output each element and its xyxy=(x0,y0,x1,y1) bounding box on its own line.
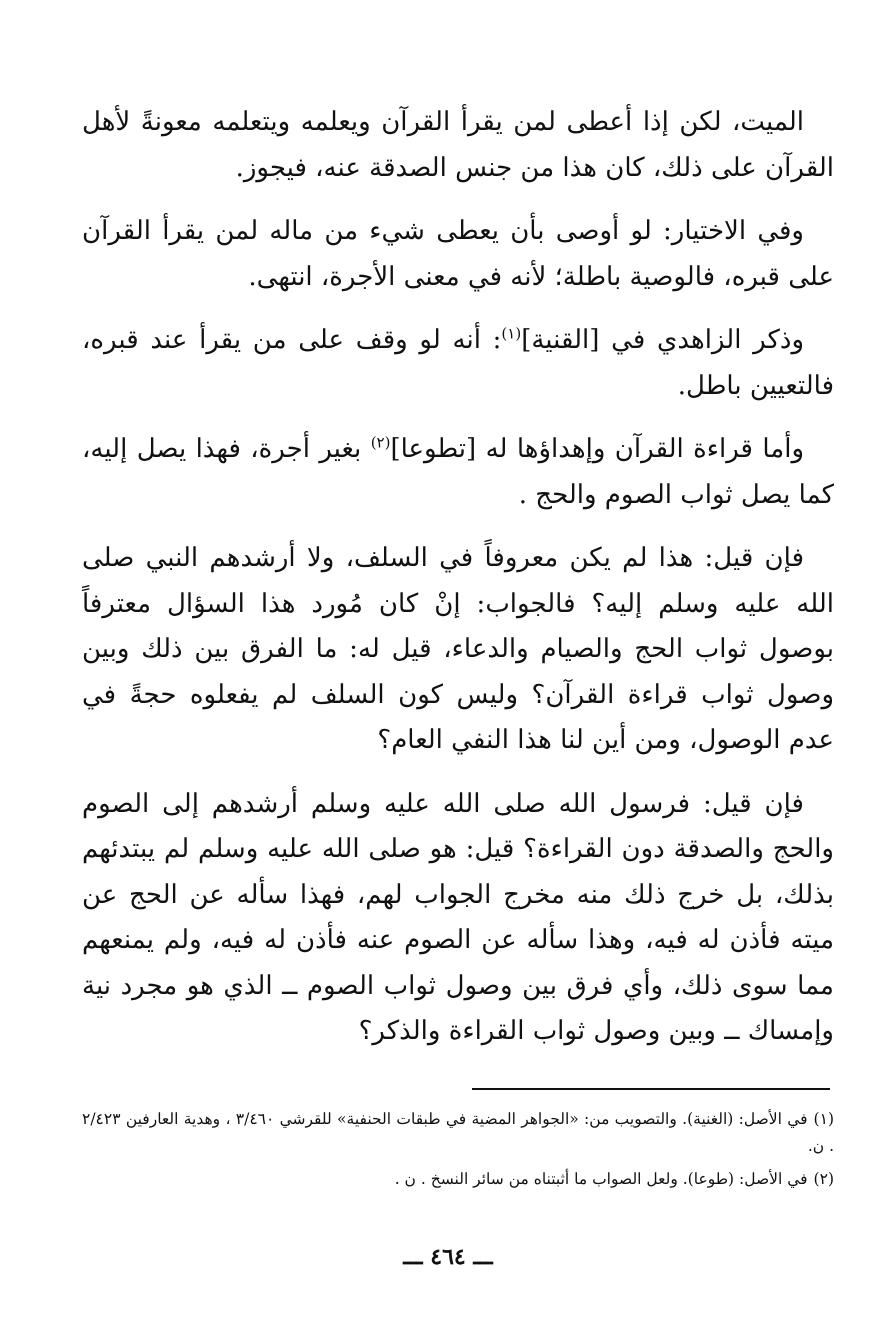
footnote-text: في الأصل: (طوعا). ولعل الصواب ما أثبتناه من سائر النسخ . ن . xyxy=(394,1170,808,1188)
footnote xyxy=(82,1166,834,1193)
footnotes xyxy=(82,1106,834,1199)
paragraph: فإن قيل: هذا لم يكن معروفاً في السلف، ولا أرشدهم النبي صلى الله عليه وسلم إليه؟ فالجواب: إنْ كان مُورد هذا السؤال معترفاً بوصول ثواب الحج والصيام والدعاء، قيل له: ما الفرق بين ذلك وبين وصول ثواب قراءة القرآن؟ وليس كون السلف لم يفعلوه حجةً في عدم الوصول، ومن أين لنا هذا النفي العام؟ xyxy=(82,543,834,755)
page-number: ـــ ٤٦٤ ـــ xyxy=(403,1244,493,1270)
footnote xyxy=(82,1106,834,1160)
footnote-number: (١) xyxy=(813,1110,834,1128)
footnote-marker[interactable]: (٢) xyxy=(370,433,391,452)
footnote-separator xyxy=(472,1088,830,1090)
paragraph-text: : أنه لو وقف على من يقرأ عند قبره، فالتعيين باطل. xyxy=(82,325,834,401)
paragraph xyxy=(82,427,834,518)
paragraph-text: وأما قراءة القرآن وإهداؤها له [تطوعا] xyxy=(390,434,805,464)
paragraph: وفي الاختيار: لو أوصى بأن يعطى شيء من ماله لمن يقرأ القرآن على قبره، فالوصية باطلة؛ لأنه في معنى الأجرة، انتهى. xyxy=(82,216,834,292)
main-text xyxy=(82,100,834,1055)
footnote-number: (٢) xyxy=(813,1170,834,1188)
paragraph xyxy=(82,318,834,409)
paragraph: فإن قيل: فرسول الله صلى الله عليه وسلم أرشدهم إلى الصوم والحج والصدقة دون القراءة؟ قيل: هو صلى الله عليه وسلم لم يبتدئهم بذلك، بل خرج ذلك منه مخرج الجواب لهم، فهذا سأله عن الحج عن ميته فأذن له فيه، وهذا سأله عن الصوم عنه فأذن له فيه، ولم يمنعهم مما سوى ذلك، وأي فرق بين وصول ثواب الصوم ــ الذي هو مجرد نية وإمساك ــ وبين وصول ثواب القراءة والذكر؟ xyxy=(82,788,834,1046)
paragraph: الميت، لكن إذا أعطى لمن يقرأ القرآن ويعلمه ويتعلمه معونةً لأهل القرآن على ذلك، كان هذا من جنس الصدقة عنه، فيجوز. xyxy=(82,107,834,183)
footnote-text: في الأصل: (الغنية). والتصويب من: «الجواهر المضية في طبقات الحنفية» للقرشي ٣/٤٦٠ ، وهدية العارفين ٢/٤٢٣ . ن. xyxy=(82,1110,834,1155)
paragraph-text: وذكر الزاهدي في [القنية] xyxy=(521,325,805,355)
paragraph-text: بغير أجرة، فهذا يصل إليه، كما يصل ثواب الصوم والحج . xyxy=(82,434,834,510)
footnote-marker[interactable]: (١) xyxy=(501,324,522,343)
